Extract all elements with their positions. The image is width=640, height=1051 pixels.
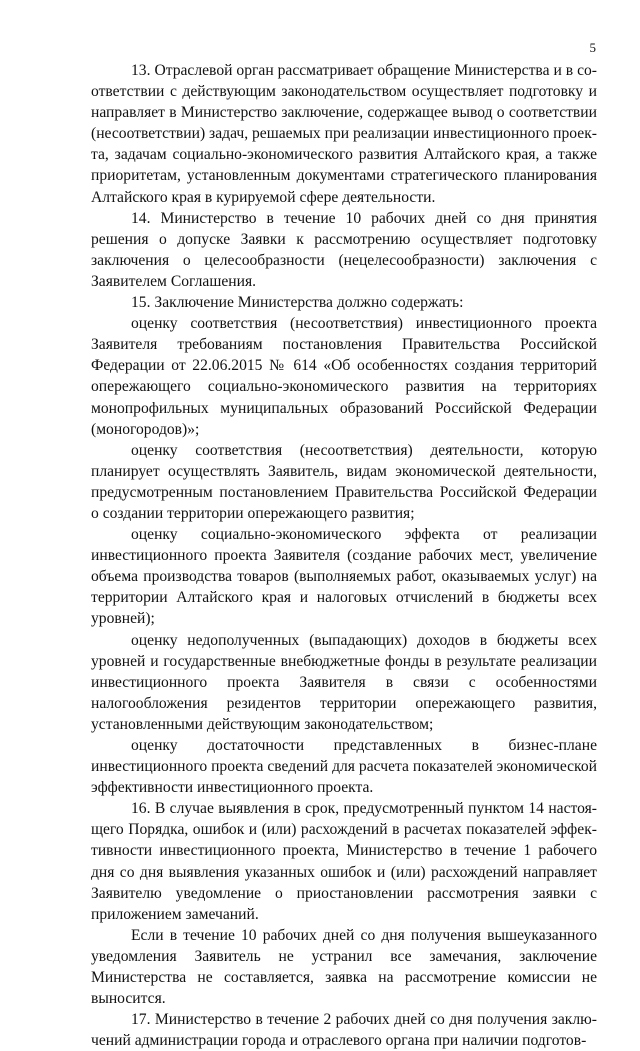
paragraph-16: 16. В случае выявления в срок, предусмотренный пунктом 14 настоящего Порядка, ошибок и (или) расхождений в расчетах показателей эффективности инвестиционного проекта, Министерство в течение 1 рабочего дня со дня выявления указанных ошибок и (или) расхождений направляет Заявителю уведомление о приостановлении рассмотрения заявки с приложением замечаний. [91, 800, 597, 923]
paragraph-15: 15. Заключение Министерства должно содержать: [131, 294, 464, 312]
paragraph-16-continuation: Если в течение 10 рабочих дней со дня получения вышеуказанного уведомления Заявитель не устранил все замечания, заключение Министерства не составляется, заявка на рассмотрение комиссии не выносится. [91, 926, 597, 1008]
paragraph-15-item-5: оценку достаточности представленных в бизнес-плане инвестиционного проекта сведений для расчета показателей экономической эффективности инвестиционного проекта. [91, 737, 597, 797]
paragraph-15-item-4: оценку недополученных (выпадающих) доходов в бюджеты всех уровней и государственные внебюджетные фонды в результате реализации инвестиционного проекта Заявителя в связи с особенностями налогообложения резидентов территории опережающего развития, установленными действующим законодательством; [91, 631, 597, 733]
paragraph-15-item-1: оценку соответствия (несоответствия) инвестиционного проекта Заявителя требованиям постановления Правительства Российской Федерации от 22.06.2015 № 614 «Об особенностях создания территорий опережающего социально-экономического развития на территориях монопрофильных муниципальных образований Российской Федерации (моногородов)»; [91, 315, 597, 438]
page-number: 5 [589, 40, 596, 55]
paragraph-15-item-3: оценку социально-экономического эффекта от реализации инвестиционного проекта Заявителя (создание рабочих мест, увеличение объема производства товаров (выполняемых работ, оказываемых услуг) на территории Алтайского края и налоговых отчислений в бюджеты всех уровней); [91, 526, 597, 628]
paragraph-15-item-2: оценку соответствия (несоответствия) деятельности, которую планирует осуществлять Заявитель, видам экономической деятельности, предусмотренным постановлением Правительства Российской Федерации о создании территории опережающего развития; [91, 441, 597, 522]
document-body [91, 60, 597, 1051]
paragraph-14: 14. Министерство в течение 10 рабочих дней со дня принятия решения о допуске Заявки к рассмотрению осуществляет подготовку заключения о целесообразности (нецелесообразности) заключения с Заявителем Соглашения. [91, 209, 597, 290]
paragraph-13: 13. Отраслевой орган рассматривает обращение Министерства и в соответствии с действующим законодательством осуществляет подготовку и направляет в Министерство заключение, содержащее вывод о соответствии (несоответствии) задач, решаемых при реализации инвестиционного проекта, задачам социально-экономического развития Алтайского края, а также приоритетам, установленным документами стратегического планирования Алтайского края в курируемой сфере деятельности. [91, 62, 597, 206]
paragraph-17: 17. Министерство в течение 2 рабочих дней со дня получения заключений администрации города и отраслевого органа при наличии подготов- [91, 1011, 597, 1050]
